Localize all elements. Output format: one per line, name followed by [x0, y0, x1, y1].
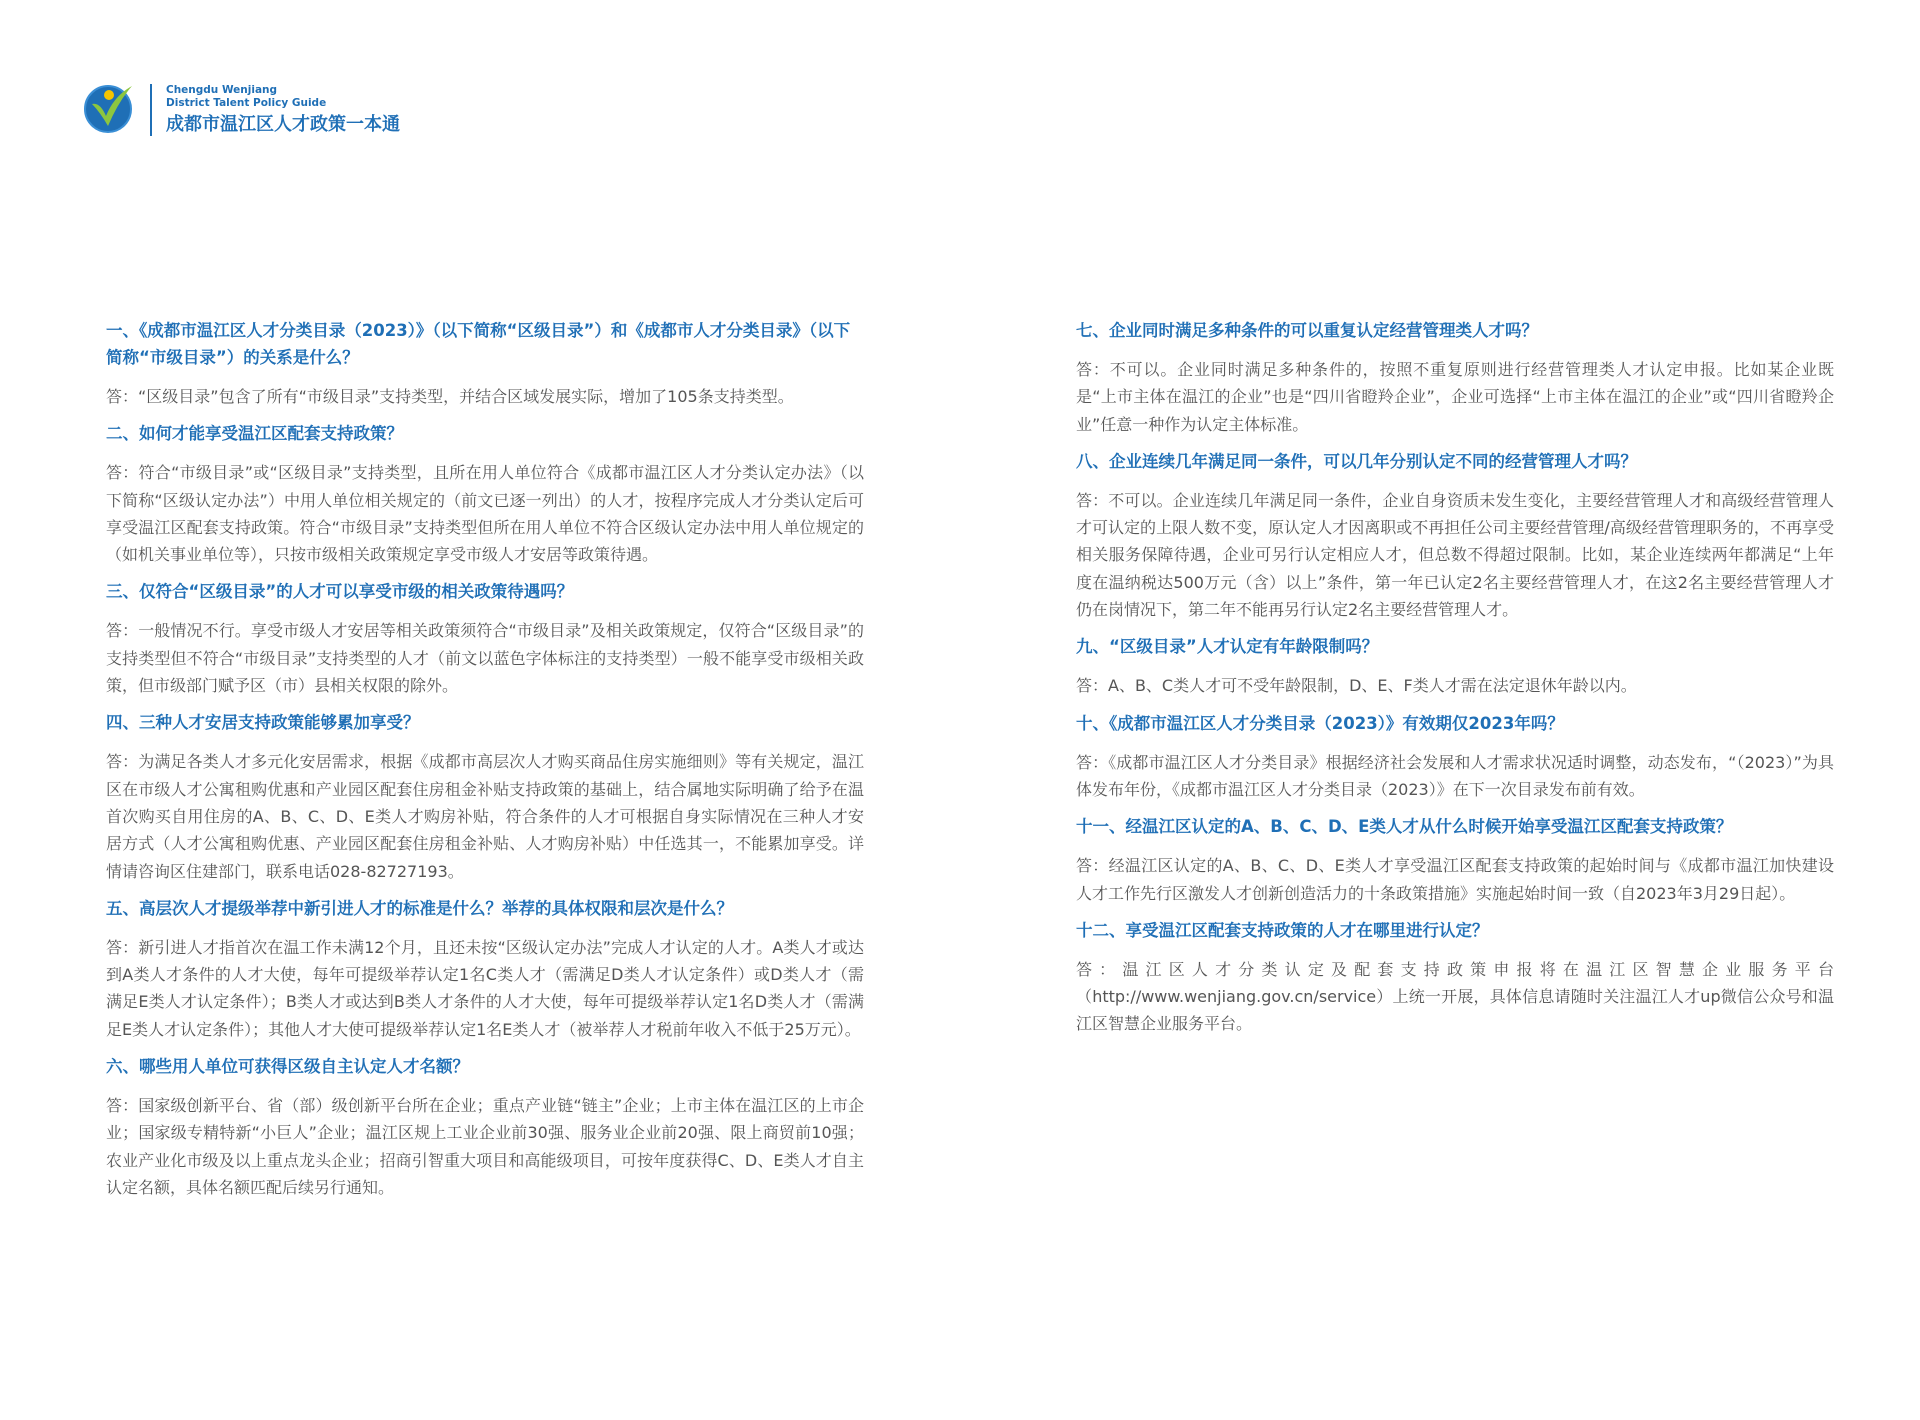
faq-question: 一、《成都市温江区人才分类目录（2023）》（以下简称“区级目录”）和《成都市人才分类目录》（以下简称“市级目录”）的关系是什么？ — [106, 321, 851, 367]
faq-question: 十一、经温江区认定的A、B、C、D、E类人才从什么时候开始享受温江区配套支持政策？ — [1076, 817, 1733, 837]
faq-item-6 — [106, 1053, 864, 1201]
faq-item-8 — [1076, 448, 1834, 623]
faq-item-10 — [1076, 710, 1834, 804]
faq-answer: 答：不可以。企业同时满足多种条件的，按照不重复原则进行经营管理类人才认定申报。比如某企业既是“上市主体在温江的企业”也是“四川省瞪羚企业”，企业可选择“上市主体在温江的企业”或“四川省瞪羚企业”任意一种作为认定主体标准。 — [1076, 360, 1834, 434]
faq-answer: 答：符合“市级目录”或“区级目录”支持类型，且所在用人单位符合《成都市温江区人才分类认定办法》（以下简称“区级认定办法”）中用人单位相关规定的（前文已逐一列出）的人才，按程序完成人才分类认定后可享受温江区配套支持政策。符合“市级目录”支持类型但所在用人单位不符合区级认定办法中用人单位规定的（如机关事业单位等），只按市级相关政策规定享受市级人才安居等政策待遇。 — [106, 463, 864, 565]
faq-answer: 答：温江区人才分类认定及配套支持政策申报将在温江区智慧企业服务平台（http://www.wenjiang.gov.cn/service）上统一开展，具体信息请随时关注温江人才up微信公众号和温江区智慧企业服务平台。 — [1076, 959, 1834, 1034]
faq-question: 十、《成都市温江区人才分类目录（2023）》有效期仅2023年吗？ — [1076, 713, 1564, 733]
faq-answer: 答：一般情况不行。享受市级人才安居等相关政策须符合“市级目录”及相关政策规定，仅符合“区级目录”的支持类型但不符合“市级目录”支持类型的人才（前文以蓝色字体标注的支持类型）一般不能享受市级相关政策，但市级部门赋予区（市）县相关权限的除外。 — [106, 621, 864, 696]
faq-question: 九、“区级目录”人才认定有年龄限制吗？ — [1076, 637, 1379, 657]
faq-answer: 答：《成都市温江区人才分类目录》根据经济社会发展和人才需求状况适时调整，动态发布，“（2023）”为具体发布年份，《成都市温江区人才分类目录（2023）》在下一次目录发布前有效。 — [1076, 752, 1834, 799]
faq-question: 三、仅符合“区级目录”的人才可以享受市级的相关政策待遇吗？ — [106, 582, 574, 602]
faq-question: 四、三种人才安居支持政策能够累加享受？ — [106, 713, 420, 733]
faq-item-3 — [106, 578, 864, 699]
faq-question: 二、如何才能享受温江区配套支持政策？ — [106, 424, 403, 444]
faq-item-4 — [106, 709, 864, 884]
faq-answer: 答：国家级创新平台、省（部）级创新平台所在企业；重点产业链“链主”企业；上市主体在温江区的上市企业；国家级专精特新“小巨人”企业；温江区规上工业企业前30强、服务业企业前20强、限上商贸前10强；农业产业化市级及以上重点龙头企业；招商引智重大项目和高能级项目，可按年度获得C、D、E类人才自主认定名额，具体名额匹配后续另行通知。 — [106, 1096, 864, 1197]
checkmark-logo-icon — [82, 82, 134, 134]
faq-question: 十二、享受温江区配套支持政策的人才在哪里进行认定？ — [1076, 920, 1489, 940]
faq-question: 六、哪些用人单位可获得区级自主认定人才名额？ — [106, 1057, 469, 1077]
faq-item-1 — [106, 317, 864, 410]
faq-right-column — [1076, 317, 1834, 1048]
faq-question: 八、企业连续几年满足同一条件，可以几年分别认定不同的经营管理人才吗？ — [1076, 451, 1637, 471]
faq-item-9 — [1076, 633, 1834, 699]
faq-item-2 — [106, 420, 864, 568]
header-title-en-line1: Chengdu Wenjiang — [166, 84, 278, 96]
faq-answer: 答：新引进人才指首次在温工作未满12个月，且还未按“区级认定办法”完成人才认定的人才。A类人才或达到A类人才条件的人才大使，每年可提级举荐认定1名C类人才（需满足D类人才认定条件）或D类人才（需满足E类人才认定条件）；B类人才或达到B类人才条件的人才大使，每年可提级举荐认定1名D类人才（需满足E类人才认定条件）；其他人才大使可提级举荐认定1名E类人才（被举荐人才税前年收入不低于25万元）。 — [106, 937, 864, 1039]
faq-answer: 答：为满足各类人才多元化安居需求，根据《成都市高层次人才购买商品住房实施细则》等有关规定，温江区在市级人才公寓租购优惠和产业园区配套住房租金补贴支持政策的基础上，结合属地实际明确了给予在温首次购买自用住房的A、B、C、D、E类人才购房补贴，符合条件的人才可根据自身实际情况在三种人才安居方式（人才公寓租购优惠、产业园区配套住房租金补贴、人才购房补贴）中任选其一，不能累加享受。详情请咨询区住建部门，联系电话028-82727193。 — [106, 752, 864, 881]
faq-answer: 答：经温江区认定的A、B、C、D、E类人才享受温江区配套支持政策的起始时间与《成都市温江加快建设人才工作先行区激发人才创新创造活力的十条政策措施》实施起始时间一致（自2023年3月29日起）。 — [1076, 856, 1834, 903]
faq-question: 七、企业同时满足多种条件的可以重复认定经营管理类人才吗？ — [1076, 321, 1538, 340]
header-divider — [150, 84, 152, 136]
faq-left-column — [106, 317, 864, 1211]
header-title-cn: 成都市温江区人才政策一本通 — [166, 114, 400, 135]
header-title-en — [166, 84, 326, 110]
faq-answer: 答：“区级目录”包含了所有“市级目录”支持类型，并结合区域发展实际，增加了105条支持类型。 — [106, 387, 794, 406]
faq-item-7 — [1076, 317, 1834, 438]
faq-item-11 — [1076, 813, 1834, 907]
faq-item-5 — [106, 895, 864, 1043]
faq-answer: 答：A、B、C类人才可不受年龄限制，D、E、F类人才需在法定退休年龄以内。 — [1076, 676, 1637, 696]
header-title-en-line2: District Talent Policy Guide — [166, 97, 327, 109]
faq-question: 五、高层次人才提级举荐中新引进人才的标准是什么？举荐的具体权限和层次是什么？ — [106, 898, 733, 918]
faq-item-12 — [1076, 917, 1834, 1038]
faq-answer: 答：不可以。企业连续几年满足同一条件，企业自身资质未发生变化，主要经营管理人才和高级经营管理人才可认定的上限人数不变，原认定人才因离职或不再担任公司主要经营管理/高级经营管理职务的，不再享受相关服务保障待遇，企业可另行认定相应人才，但总数不得超过限制。比如，某企业连续两年都满足“上年度在温纳税达500万元（含）以上”条件，第一年已认定2名主要经营管理人才，在这2名主要经营管理人才仍在岗情况下，第二年不能再另行认定2名主要经营管理人才。 — [1076, 490, 1834, 620]
